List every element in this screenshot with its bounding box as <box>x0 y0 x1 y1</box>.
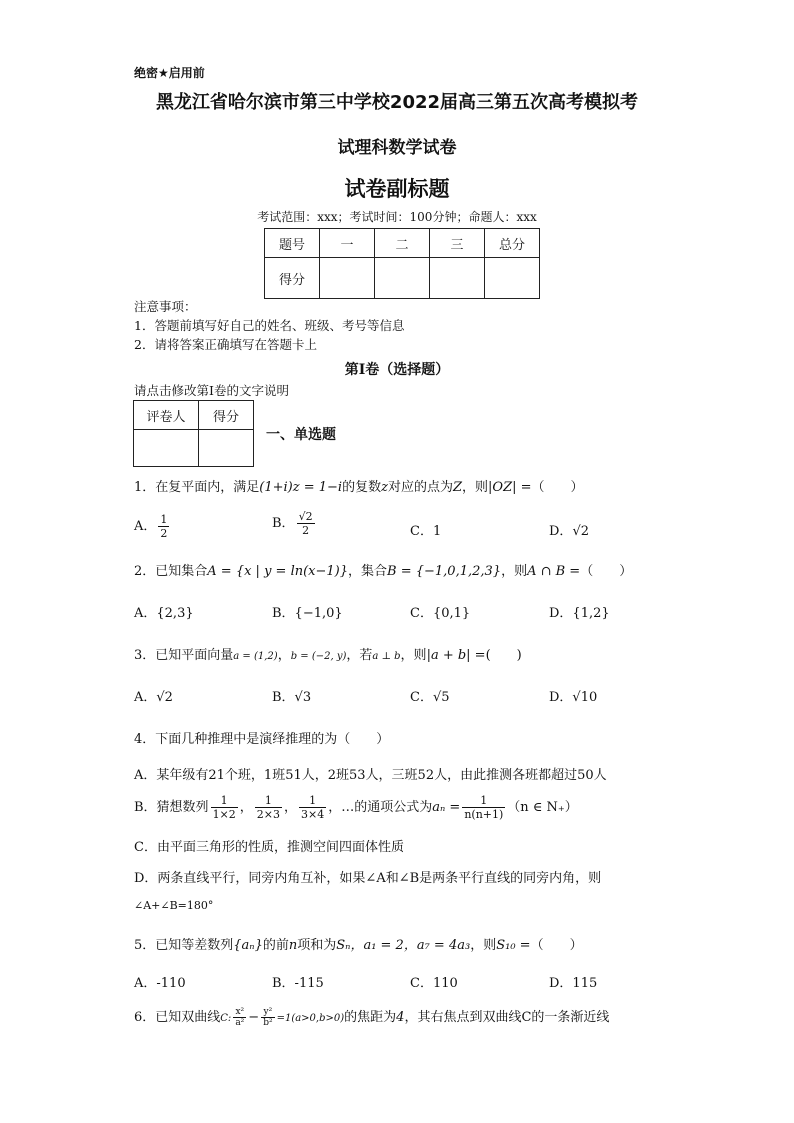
grader-header-row <box>134 401 254 430</box>
secret-mark: 绝密★启用前 <box>134 66 205 80</box>
q6-fraction-x <box>233 1007 246 1028</box>
exam-title-line1: 黑龙江省哈尔滨市第三中学校2022届高三第五次高考模拟考 <box>155 92 639 113</box>
q1-paren: （ ） <box>531 480 584 495</box>
question-3 <box>134 644 522 663</box>
grader-table <box>133 400 254 467</box>
denominator: 1×2 <box>212 808 236 821</box>
question-4: 4．下面几种推理中是演绎推理的为（ ） <box>134 732 390 747</box>
q3-text: ，若 <box>346 648 373 663</box>
grader-header-cell: 评卷人 <box>134 401 199 430</box>
q2-option-b[interactable]: B．{−1,0} <box>272 606 343 621</box>
question-5 <box>134 934 583 953</box>
score-header-cell: 题号 <box>265 229 320 258</box>
q5-option-d[interactable]: D．115 <box>549 976 598 991</box>
denominator: n(n+1) <box>464 808 504 821</box>
q3-perp: a ⊥ b <box>372 651 401 662</box>
exam-subtitle: 试卷副标题 <box>344 177 450 201</box>
notes-title: 注意事项： <box>134 299 197 314</box>
numerator: 1 <box>299 794 326 808</box>
question-2 <box>134 560 632 579</box>
q1-option-b[interactable] <box>272 510 317 537</box>
q3-vector-a: a = (1,2) <box>233 651 278 662</box>
score-cell <box>375 258 430 299</box>
score-header-cell: 二 <box>375 229 430 258</box>
q6-text: 的焦距为 <box>344 1010 397 1025</box>
option-label: C． <box>410 524 433 539</box>
section-title: 一、单选题 <box>266 427 336 443</box>
numerator: y² <box>261 1007 274 1018</box>
q1-option-d[interactable] <box>549 520 589 539</box>
volume-title: 第I卷（选择题） <box>344 362 450 378</box>
q5-option-a[interactable]: A．-110 <box>134 976 186 991</box>
numerator: 1 <box>462 794 505 808</box>
q2-paren: （ ） <box>580 564 633 579</box>
q5-condition: ，a₁ = 2 <box>350 938 404 953</box>
q6-fraction-y <box>261 1007 274 1028</box>
q5-sn: Sₙ <box>336 938 351 953</box>
exam-title-line2: 试理科数学试卷 <box>337 138 457 158</box>
q3-option-a[interactable]: A．√2 <box>134 690 173 705</box>
grader-cell <box>199 430 254 467</box>
q5-condition: ，a₇ = 4a₃ <box>403 938 471 953</box>
q2-option-c[interactable]: C．{0,1} <box>410 606 471 621</box>
q2-set-a: A = {x | y = ln(x−1)} <box>207 564 349 579</box>
question-6: 6．已知双曲线C: $\frac{\text{x²}}{\text{a²}}$ − $\frac{\text{y²}}{\text{b²}}$ =1(a>0,b>0)的焦距为4，其右焦点到双曲线C的一条渐近线 <box>134 1007 610 1028</box>
score-header-cell: 一 <box>320 229 375 258</box>
score-cell <box>430 258 485 299</box>
q5-option-c[interactable]: C．110 <box>410 976 458 991</box>
denominator: 2 <box>160 527 168 540</box>
q3-text: 3．已知平面向量 <box>134 648 234 663</box>
q5-s10: S₁₀ = <box>496 938 531 953</box>
grader-header-cell: 得分 <box>199 401 254 430</box>
option-label: B． <box>272 516 295 531</box>
q5-text: 5．已知等差数列 <box>134 938 234 953</box>
q2-expr: A ∩ B = <box>527 564 581 579</box>
q6-curve: C: <box>220 1013 232 1024</box>
q4-fraction-2 <box>255 794 282 821</box>
q3-option-d[interactable]: D．√10 <box>549 690 598 705</box>
q5-paren: （ ） <box>530 938 583 953</box>
q6-text: ，其右焦点到双曲线C的一条渐近线 <box>404 1010 610 1025</box>
q2-text: ，则 <box>501 564 528 579</box>
option-value: 1 <box>432 524 442 539</box>
q2-option-d[interactable]: D．{1,2} <box>549 606 610 621</box>
q4-fraction-1 <box>211 794 238 821</box>
question-1 <box>134 476 584 495</box>
score-cell <box>485 258 540 299</box>
score-header-cell: 三 <box>430 229 485 258</box>
exam-info: 考试范围：xxx；考试时间：100分钟；命题人：xxx <box>257 210 537 224</box>
q6-focal: 4 <box>396 1010 405 1025</box>
q4-option-c[interactable]: C．由平面三角形的性质，推测空间四面体性质 <box>134 840 404 855</box>
numerator: 1 <box>160 513 168 526</box>
q1-text: 1．在复平面内，满足 <box>134 480 260 495</box>
q4-option-d-line2: ∠A+∠B=180° <box>134 899 214 912</box>
q3-vector-b: b = (−2, y) <box>290 651 347 662</box>
q3-text: ，则 <box>400 648 427 663</box>
score-table <box>264 228 540 299</box>
q1-point: Z <box>452 480 463 495</box>
denominator: b² <box>263 1018 273 1028</box>
score-cell <box>320 258 375 299</box>
q5-text: ，则 <box>470 938 497 953</box>
q4-option-b[interactable]: B．猜想数列 $\frac{1}{1\times 2}$ ， $\frac{1}{2\times 3}$ ， $\frac{1}{3\times 4}$ ，…的通项公式为aₙ = $\frac{1}{n(n+1)}$ （n ∈ N₊） <box>134 794 578 821</box>
q6-text: 6．已知双曲线 <box>134 1010 221 1025</box>
q3-expr: |a + b| = <box>426 648 486 663</box>
q2-set-b: B = {−1,0,1,2,3} <box>387 564 502 579</box>
q5-sequence: {aₙ} <box>233 938 263 953</box>
q4-option-a[interactable]: A．某年级有21个班，1班51人，2班53人，三班52人，由此推测各班都超过50人 <box>134 768 607 783</box>
q1-b-fraction <box>297 510 315 537</box>
q5-text: 的前 <box>262 938 289 953</box>
q5-text: 项和为 <box>297 938 337 953</box>
q1-option-a[interactable] <box>134 513 171 540</box>
denominator: 2×3 <box>256 808 281 821</box>
q1-text: 的复数 <box>342 480 382 495</box>
denominator: 3×4 <box>301 808 325 821</box>
q2-option-a[interactable]: A．{2,3} <box>134 606 194 621</box>
q4-b-tail: （n ∈ N₊） <box>507 800 578 815</box>
q4-b-text: B．猜想数列 <box>134 800 209 815</box>
q4-fraction-general <box>462 794 505 821</box>
q1-text: ，则 <box>462 480 489 495</box>
q3-paren: ( ) <box>485 648 522 663</box>
q4-option-d[interactable]: D．两条直线平行，同旁内角互补，如果∠A和∠B是两条平行直线的同旁内角，则 <box>134 871 602 886</box>
notes-item: 1．答题前填写好自己的姓名、班级、考号等信息 <box>134 318 405 333</box>
volume-description: 请点击修改第I卷的文字说明 <box>134 383 289 398</box>
q1-var: z <box>381 480 388 495</box>
q1-a-fraction <box>158 513 169 540</box>
q2-text: 2．已知集合 <box>134 564 208 579</box>
q3-option-b[interactable]: B．√3 <box>272 690 312 705</box>
numerator: 1 <box>211 794 238 808</box>
q4-fraction-3 <box>299 794 326 821</box>
numerator: 1 <box>255 794 282 808</box>
q1-formula: (1+i)z = 1−i <box>259 480 343 495</box>
grader-score-row <box>134 430 254 467</box>
numerator: √2 <box>298 510 313 523</box>
score-header-cell: 总分 <box>485 229 540 258</box>
option-label: A． <box>134 519 157 534</box>
numerator: x² <box>233 1007 246 1018</box>
q2-text: ，集合 <box>348 564 388 579</box>
q3-option-c[interactable]: C．√5 <box>410 690 450 705</box>
q6-equation: =1(a>0,b>0) <box>276 1013 345 1024</box>
option-label: D． <box>549 524 573 539</box>
q4-general-term: aₙ = <box>432 800 461 815</box>
score-table-score-row <box>265 258 540 299</box>
notes-item: 2．请将答案正确填写在答题卡上 <box>134 337 317 352</box>
q1-expr: |OZ| = <box>488 480 532 495</box>
q1-text: 对应的点为 <box>387 480 453 495</box>
notes-block <box>134 297 404 354</box>
denominator: a² <box>235 1018 245 1028</box>
q1-option-c[interactable] <box>410 520 441 539</box>
option-value: √2 <box>572 524 589 539</box>
denominator: 2 <box>302 524 310 537</box>
q4-b-text: ，…的通项公式为 <box>328 800 433 815</box>
score-table-header-row <box>265 229 540 258</box>
score-row-label: 得分 <box>265 258 320 299</box>
grader-cell <box>134 430 199 467</box>
q5-option-b[interactable]: B．-115 <box>272 976 324 991</box>
q3-text: ， <box>277 648 291 663</box>
q5-n: n <box>288 938 298 953</box>
